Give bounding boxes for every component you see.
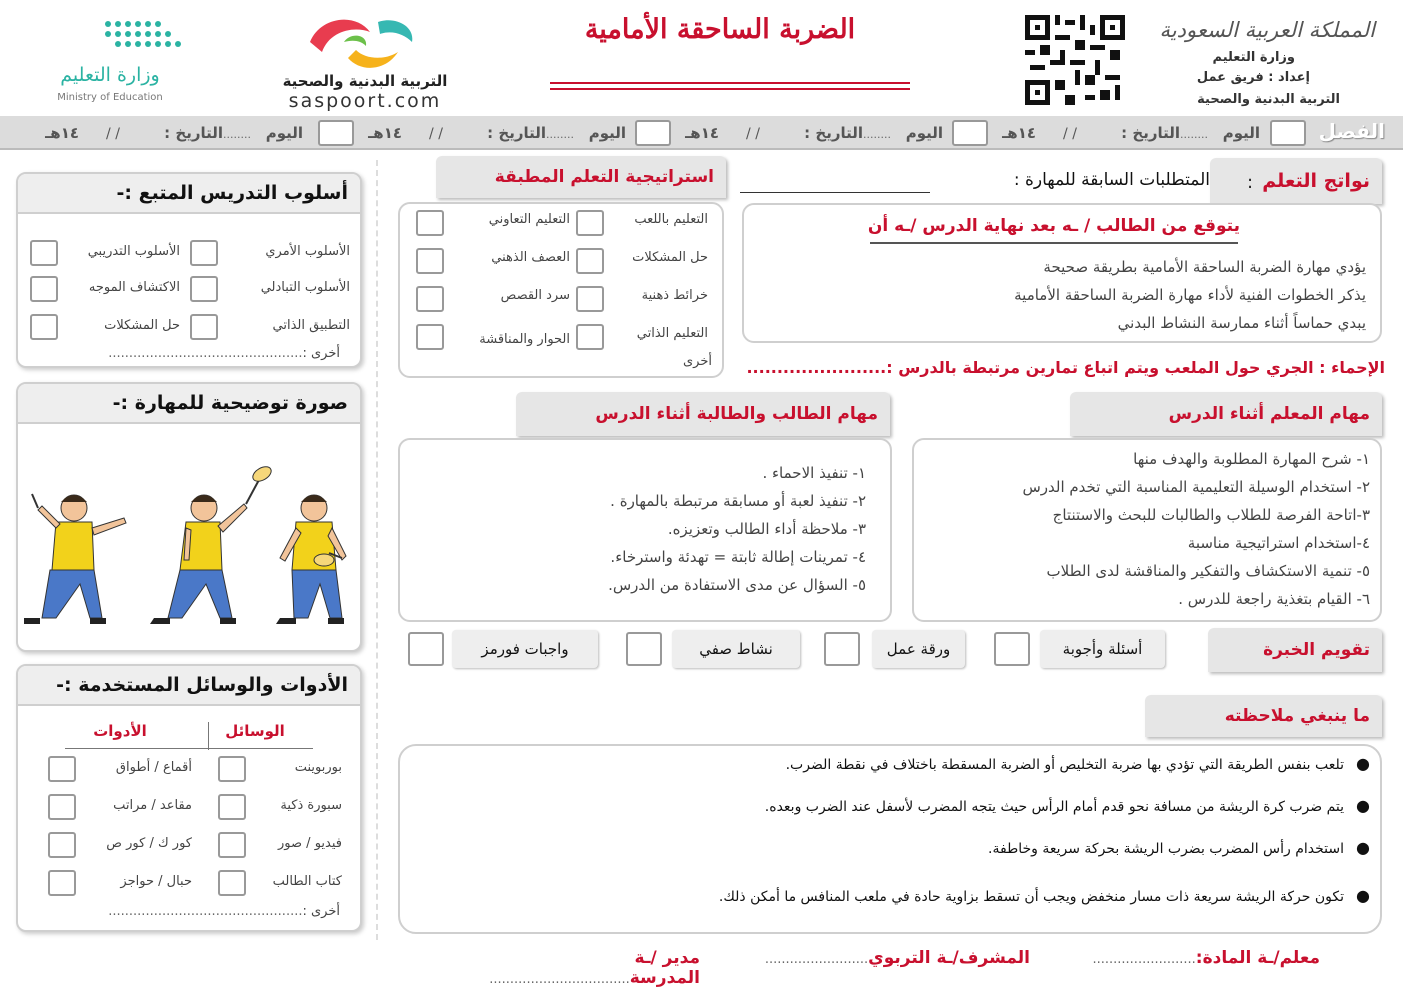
teacher-task-item: ٣-اتاحة الفرصة للطلاب والطالبات للبحث والاستنتاج (1052, 506, 1370, 524)
moe-logo-icon (100, 16, 190, 56)
illustration-title: صورة توضيحية للمهارة :- (18, 384, 360, 424)
date-dots: ........ (546, 128, 574, 141)
style-label: الاكتشاف الموجه (88, 280, 180, 295)
bullet-icon: ● (1356, 886, 1370, 905)
prepared-by: إعداد : فريق عمل (1196, 70, 1310, 85)
date-day-box[interactable] (952, 120, 988, 146)
note-item (420, 796, 1370, 815)
strategy-checkbox[interactable] (576, 286, 604, 312)
kingdom-logo-text: المملكة العربية السعودية (1159, 18, 1375, 42)
date-date-label: التاريخ : (487, 124, 546, 142)
evaluation-checkbox[interactable] (824, 632, 860, 666)
style-checkbox[interactable] (190, 276, 218, 302)
tools-header-vline (208, 722, 209, 750)
bullet-icon: ● (1356, 838, 1370, 857)
saspoort-logo-icon (300, 12, 420, 78)
teacher-task-item: ١- شرح المهارة المطلوبة والهدف منها (1133, 450, 1370, 468)
date-date-label: التاريخ : (1121, 124, 1180, 142)
style-label: الأسلوب الأمري (265, 244, 350, 259)
tool-checkbox[interactable] (48, 794, 76, 820)
strategy-label: التعليم الذاتي (636, 326, 708, 341)
tool-label: حبال / حواجز (120, 874, 192, 889)
evaluation-checkbox[interactable] (994, 632, 1030, 666)
strategy-label: التعليم التعاوني (488, 212, 570, 227)
prereq-line[interactable] (740, 192, 930, 193)
student-task-item: ٢- تنفيذ لعبة أو مسابقة مرتبطة بالمهارة . (610, 492, 866, 510)
warmup-text: الإحماء : الجري حول الملعب ويتم اتباع تمارين مرتبطة بالدرس :....................... (746, 358, 1385, 377)
title-underline (550, 82, 910, 84)
strategy-checkbox[interactable] (416, 210, 444, 236)
note-text: تكون حركة الريشة سريعة ذات مسار منخفض ويجب أن تسقط بزاوية حادة في ملعب المنافس ما أمكن ذلك. (718, 889, 1345, 905)
title-underline-2 (550, 88, 910, 90)
means-label: كتاب الطالب (272, 874, 342, 889)
evaluation-title: تقويم الخبرة (1263, 640, 1370, 660)
style-checkbox[interactable] (30, 240, 58, 266)
tools-header-line (65, 748, 313, 749)
note-text: استخدام رأس المضرب بضرب الريشة بحركة سريعة وخاطفة. (988, 841, 1345, 857)
teacher-tasks-title: مهام المعلم أثناء الدرس (1168, 404, 1370, 424)
style-checkbox[interactable] (30, 276, 58, 302)
tool-checkbox[interactable] (48, 870, 76, 896)
date-day-label: اليوم (905, 124, 943, 142)
note-item (420, 838, 1370, 857)
strategy-checkbox[interactable] (416, 248, 444, 274)
date-dots: ........ (1180, 128, 1208, 141)
notes-title: ما ينبغي ملاحظته (1224, 706, 1370, 726)
expect-underline (870, 242, 1238, 244)
means-label: فيديو / صور (278, 836, 342, 851)
evaluation-checkbox[interactable] (626, 632, 662, 666)
date-dots: ........ (223, 128, 251, 141)
tool-checkbox[interactable] (48, 832, 76, 858)
strategy-checkbox[interactable] (576, 248, 604, 274)
tool-label: أقماع / أطواق (115, 760, 192, 775)
page-title: الضربة الساحقة الأمامية (584, 14, 856, 45)
outcome-1: يؤدي مهارة الضربة الساحقة الأمامية بطريقة صحيحة (1043, 258, 1366, 276)
strategies-title: استراتيجية التعلم المطبقة (494, 167, 714, 187)
department-text: التربية البدنية والصحية (1197, 92, 1340, 107)
sig-supervisor: المشرف/ـة التربوي......................... (764, 948, 1030, 968)
means-checkbox[interactable] (218, 756, 246, 782)
strategies-other[interactable]: أخرى (683, 354, 712, 369)
moe-arabic: وزارة التعليم (60, 64, 160, 86)
outcomes-colon: : (1247, 172, 1254, 193)
tools-other[interactable]: أخرى :............................................... (108, 904, 340, 919)
evaluation-option-label: واجبات فورمز (452, 630, 598, 668)
strategy-checkbox[interactable] (576, 210, 604, 236)
date-year-label: ١٤هـ (368, 124, 402, 142)
tool-checkbox[interactable] (48, 756, 76, 782)
outcomes-title: نواتج التعلم (1262, 170, 1370, 192)
means-checkbox[interactable] (218, 870, 246, 896)
style-checkbox[interactable] (30, 314, 58, 340)
date-day-label: اليوم (265, 124, 303, 142)
date-day-label: اليوم (1222, 124, 1260, 142)
sig-teacher: معلم/ـة المادة:......................... (1092, 948, 1320, 968)
outcome-2: يذكر الخطوات الفنية لأداء مهارة الضربة الساحقة الأمامية (1014, 286, 1366, 304)
class-label: الفصل (1318, 119, 1385, 143)
date-year-label: ١٤هـ (45, 124, 79, 142)
tool-label: كور ك / كور ص (106, 836, 192, 851)
outcome-3: يبدي حماساً أثناء ممارسة النشاط البدني (1117, 314, 1366, 332)
date-day-box[interactable] (318, 120, 354, 146)
saspoort-url[interactable]: saspoort.com (288, 90, 442, 112)
note-item (420, 886, 1370, 905)
date-day-box[interactable] (635, 120, 671, 146)
strategy-label: حل المشكلات (632, 250, 708, 265)
class-box[interactable] (1270, 120, 1306, 146)
prereq-label: المتطلبات السابقة للمهارة : (1013, 170, 1210, 190)
teacher-tasks-tab (1070, 392, 1382, 436)
note-text: يتم ضرب كرة الريشة من مسافة نحو قدم أمام الرأس حيث يتجه المضرب لأسفل عند الضرب وبعده. (764, 799, 1345, 815)
date-separator: / / (106, 126, 120, 142)
bullet-icon: ● (1356, 754, 1370, 773)
date-date-label: التاريخ : (804, 124, 863, 142)
date-separator: / / (429, 126, 443, 142)
student-task-item: ٥- السؤال عن مدى الاستفادة من الدرس. (608, 576, 866, 594)
style-label: حل المشكلات (104, 318, 180, 333)
ministry-text: وزارة التعليم (1212, 50, 1295, 65)
saspoort-arabic: التربية البدنية والصحية (282, 72, 448, 90)
date-year-label: ١٤هـ (685, 124, 719, 142)
figure-stage-1 (24, 494, 126, 624)
sig-principal: مدير /ـة المدرسة.................................. (489, 948, 700, 988)
teaching-style-title: أسلوب التدريس المتبع :- (18, 174, 360, 214)
evaluation-option-label: أسئلة وأجوبة (1040, 630, 1165, 668)
notes-tab (1145, 695, 1382, 737)
strategy-label: التعليم باللعب (634, 212, 708, 227)
date-separator: / / (746, 126, 760, 142)
strategy-label: خرائط ذهنية (641, 288, 708, 303)
style-other[interactable]: أخرى :............................................... (108, 346, 340, 361)
teacher-task-item: ٥- تنمية الاستكشاف والتفكير والمناقشة لدى الطلاب (1046, 562, 1370, 580)
strategy-checkbox[interactable] (416, 324, 444, 350)
strategy-checkbox[interactable] (416, 286, 444, 312)
date-day-label: اليوم (588, 124, 626, 142)
tools-title: الأدوات والوسائل المستخدمة :- (18, 666, 360, 706)
strategy-label: العصف الذهني (491, 250, 570, 265)
evaluation-checkbox[interactable] (408, 632, 444, 666)
evaluation-tab (1208, 628, 1382, 672)
style-label: الأسلوب التدريبي (87, 244, 180, 259)
outcomes-tab (1210, 158, 1382, 204)
smash-illustration (24, 428, 354, 648)
student-tasks-tab (516, 392, 890, 436)
style-checkbox[interactable] (190, 240, 218, 266)
date-separator: / / (1063, 126, 1077, 142)
teacher-task-item: ٤-استخدام استراتيجية مناسبة (1187, 534, 1370, 552)
strategy-label: سرد القصص (500, 288, 570, 303)
teacher-task-item: ٦- القيام بتغذية راجعة للدرس . (1178, 590, 1370, 608)
student-tasks-title: مهام الطالب والطالبة أثناء الدرس (595, 404, 878, 424)
teacher-task-item: ٢- استخدام الوسيلة التعليمية المناسبة التي تخدم الدرس (1022, 478, 1370, 496)
note-text: تلعب بنفس الطريقة التي تؤدي بها ضربة التخليص أو الضربة المسقطة باختلاف في نقطة الضرب. (785, 757, 1345, 773)
qr-code[interactable] (1025, 14, 1125, 106)
means-header: الوسائل (225, 722, 285, 740)
style-label: الأسلوب التبادلي (260, 280, 350, 295)
student-task-item: ١- تنفيذ الاحماء . (762, 464, 866, 482)
sidebar-divider (376, 160, 378, 940)
date-date-label: التاريخ : (164, 124, 223, 142)
tool-label: مقاعد / مراتب (113, 798, 192, 813)
figure-stage-2 (150, 464, 274, 624)
style-label: التطبيق الذاتي (272, 318, 350, 333)
bullet-icon: ● (1356, 796, 1370, 815)
evaluation-option-label: ورقة عمل (872, 630, 965, 668)
moe-english: Ministry of Education (57, 92, 163, 103)
note-item (420, 754, 1370, 773)
means-checkbox[interactable] (218, 794, 246, 820)
evaluation-option-label: نشاط صفي (672, 630, 800, 668)
strategy-checkbox[interactable] (576, 324, 604, 350)
figure-stage-3 (276, 495, 346, 624)
date-year-label: ١٤هـ (1002, 124, 1036, 142)
means-label: بوربوينت (294, 760, 342, 775)
strategies-tab (436, 156, 726, 198)
teaching-style-box (16, 172, 362, 368)
tools-header: الأدوات (93, 722, 147, 740)
date-dots: ........ (863, 128, 891, 141)
strategy-label: الحوار والمناقشة (479, 332, 570, 347)
means-checkbox[interactable] (218, 832, 246, 858)
means-label: سبورة ذكية (280, 798, 342, 813)
student-task-item: ٣- ملاحظة أداء الطالب وتعزيزه. (667, 520, 866, 538)
style-checkbox[interactable] (190, 314, 218, 340)
student-task-item: ٤- تمرينات إطالة ثابتة = تهدئة واسترخاء. (610, 548, 866, 566)
outcomes-expect: يتوقع من الطالب / ـه بعد نهاية الدرس /ـه أن (867, 216, 1240, 236)
